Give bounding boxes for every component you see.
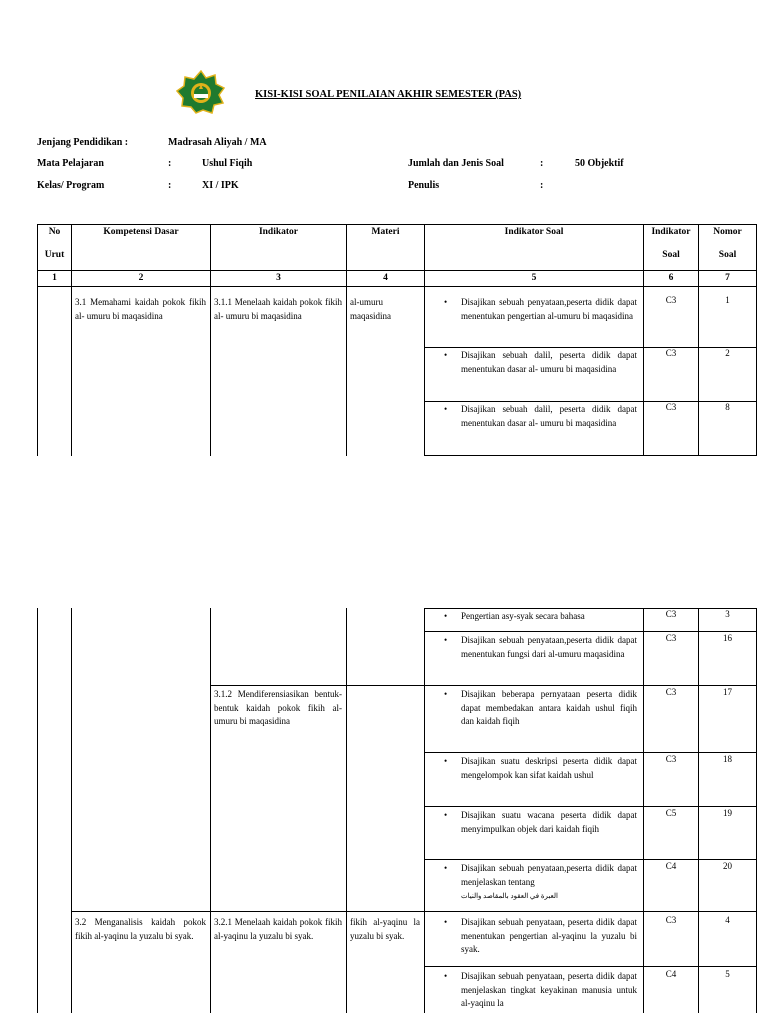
- header-indikator-short-2: Soal: [662, 250, 680, 260]
- nomor-soal: 19: [723, 808, 732, 818]
- header-indikator: Indikator: [258, 227, 299, 237]
- level-kognitif: C3: [665, 609, 677, 619]
- nomor-soal: 17: [723, 687, 732, 697]
- level-kognitif: C3: [665, 295, 677, 305]
- header-indikator-short-1: Indikator: [651, 227, 691, 237]
- jumlah-value: 50 Objektif: [575, 158, 624, 169]
- penulis-colon: :: [540, 180, 544, 191]
- bullet-icon: •: [444, 863, 448, 873]
- indikator-soal-item: Pengertian asy-syak secara bahasa: [461, 611, 585, 621]
- indikator-soal-item: Disajikan sebuah dalil, peserta didik dapat menentukan dasar al- umuru bi maqasidina: [461, 350, 637, 374]
- level-kognitif: C4: [665, 969, 677, 979]
- jumlah-label: Jumlah dan Jenis Soal: [408, 158, 504, 169]
- level-kognitif: C3: [665, 402, 677, 412]
- indikator-soal-item: Disajikan beberapa pernyataan peserta didik dapat membedakan antara kaidah ushul fiqih dan kaidah fiqih: [461, 689, 637, 726]
- header-urut: Urut: [44, 250, 65, 260]
- bullet-icon: •: [444, 611, 448, 621]
- indikator-3-1-2: 3.1.2 Mendiferensiasikan bentuk-bentuk kaidah pokok fikih al- umuru bi maqasidina: [214, 689, 342, 726]
- jumlah-colon: :: [540, 158, 544, 169]
- header-nomor-1: Nomor: [713, 227, 742, 237]
- header-no: No: [48, 227, 61, 237]
- bullet-icon: •: [444, 635, 448, 645]
- nomor-soal: 5: [725, 969, 730, 979]
- materi-al-yaqinu: fikih al-yaqinu la yuzalu bi syak.: [350, 917, 420, 941]
- column-number: 7: [725, 273, 730, 283]
- jenjang-value: Madrasah Aliyah / MA: [168, 137, 267, 148]
- bullet-icon: •: [444, 971, 448, 981]
- mapel-value: Ushul Fiqih: [202, 158, 253, 169]
- column-number: 6: [668, 273, 674, 283]
- indikator-soal-item: Disajikan suatu wacana peserta didik dapat menyimpulkan objek dari kaidah fiqih: [461, 810, 637, 834]
- bullet-icon: •: [444, 689, 448, 699]
- bullet-icon: •: [444, 350, 448, 360]
- indikator-soal-item: Disajikan sebuah penyataan,peserta didik dapat menentukan pengertian al-umuru bi maqasidina: [461, 297, 637, 321]
- level-kognitif: C3: [665, 633, 677, 643]
- level-kognitif: C3: [665, 687, 677, 697]
- kelas-label: Kelas/ Program: [37, 180, 105, 191]
- nomor-soal: 8: [725, 402, 730, 412]
- indikator-soal-item: Disajikan sebuah penyataan,peserta didik dapat menentukan fungsi dari al-umuru maqasidina: [461, 635, 637, 659]
- column-number: 3: [276, 273, 281, 283]
- nomor-soal: 18: [723, 754, 732, 764]
- bullet-icon: •: [444, 756, 448, 766]
- nomor-soal: 20: [723, 861, 732, 871]
- penulis-label: Penulis: [408, 180, 440, 191]
- header-nomor-2: Soal: [718, 250, 737, 260]
- kompetensi-dasar-3-1: 3.1 Memahami kaidah pokok fikih al- umuru bi maqasidina: [75, 297, 206, 321]
- kelas-colon: :: [168, 180, 172, 191]
- nomor-soal: 4: [725, 915, 730, 925]
- column-number: 2: [138, 273, 144, 283]
- indikator-soal-item: Disajikan sebuah penyataan, peserta didik dapat menjelaskan tingkat keyakinan manusia untuk al-yaqinu la: [461, 971, 637, 1008]
- nomor-soal: 16: [723, 633, 732, 643]
- bullet-icon: •: [444, 404, 448, 414]
- arabic-kaidah-text: العبرة في العقود بالمقاصد والنيات: [461, 892, 558, 900]
- level-kognitif: C5: [665, 808, 677, 818]
- level-kognitif: C3: [665, 915, 677, 925]
- indikator-soal-item: Disajikan sebuah penyataan,peserta didik dapat menjelaskan tentang: [461, 863, 637, 887]
- nomor-soal: 1: [725, 295, 730, 305]
- header-indikator-soal: Indikator Soal: [504, 227, 564, 237]
- bullet-icon: •: [444, 810, 448, 820]
- header-kompetensi-dasar: Kompetensi Dasar: [103, 227, 179, 237]
- indikator-3-1-1: 3.1.1 Menelaah kaidah pokok fikih al- umuru bi maqasidina: [214, 297, 342, 321]
- level-kognitif: C3: [665, 754, 677, 764]
- bullet-icon: •: [444, 297, 448, 307]
- column-number: 5: [531, 273, 537, 283]
- nomor-soal: 3: [725, 609, 730, 619]
- kompetensi-dasar-3-2: 3.2 Menganalisis kaidah pokok fikih al-yaqinu la yuzalu bi syak.: [75, 917, 206, 941]
- indikator-3-2-1: 3.2.1 Menelaah kaidah pokok fikih al-yaqinu la yuzalu bi syak.: [214, 917, 342, 941]
- jenjang-label: Jenjang Pendidikan :: [37, 137, 129, 148]
- level-kognitif: C4: [665, 861, 677, 871]
- bullet-icon: •: [444, 917, 448, 927]
- header-materi: Materi: [371, 227, 400, 237]
- indikator-soal-item: Disajikan suatu deskripsi peserta didik dapat mengelompok kan sifat kaidah ushul: [461, 756, 637, 780]
- kelas-value: XI / IPK: [202, 180, 239, 191]
- mapel-colon: :: [168, 158, 172, 169]
- indikator-soal-item: Disajikan sebuah dalil, peserta didik dapat menentukan dasar al- umuru bi maqasidina: [461, 404, 637, 428]
- column-number: 4: [383, 273, 388, 283]
- materi-al-umuru: al-umuru maqasidina: [350, 297, 391, 321]
- indikator-soal-item: Disajikan sebuah penyataan, peserta didik dapat menentukan pengertian al-yaqinu la yuzalu bi syak.: [461, 917, 637, 954]
- column-number: 1: [52, 273, 57, 283]
- mapel-label: Mata Pelajaran: [37, 158, 104, 169]
- level-kognitif: C3: [665, 348, 677, 358]
- nomor-soal: 2: [725, 348, 730, 358]
- document-title: KISI-KISI SOAL PENILAIAN AKHIR SEMESTER (PAS): [255, 89, 522, 100]
